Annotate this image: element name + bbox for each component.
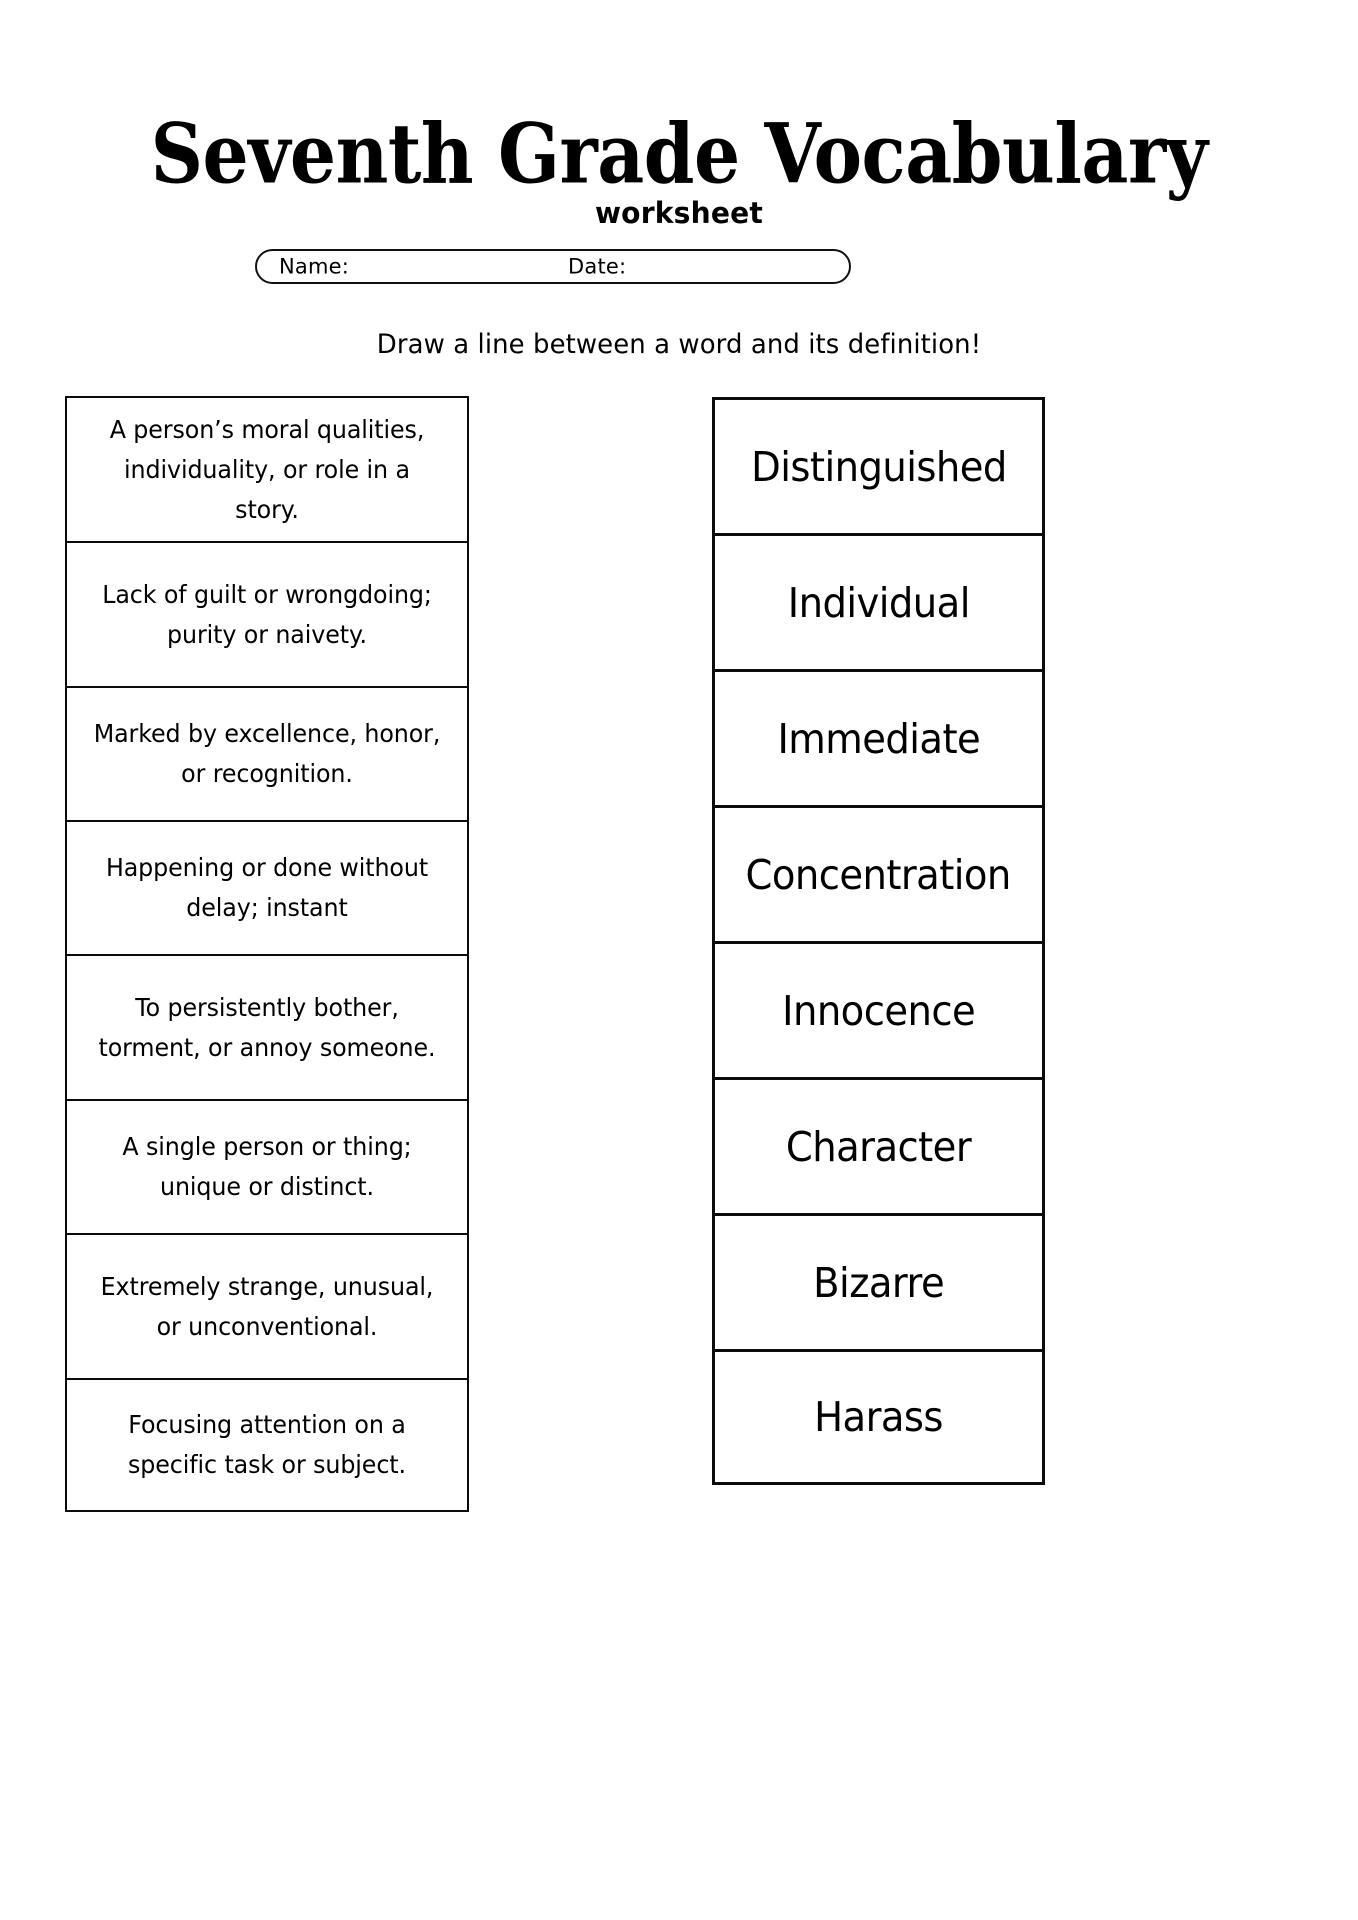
word-box[interactable]	[712, 397, 1045, 533]
word-text: Individual	[787, 578, 970, 627]
definition-text: Extremely strange, unusual, or unconventional.	[100, 1271, 434, 1341]
word-text: Innocence	[782, 986, 975, 1035]
name-date-bar	[255, 249, 851, 284]
definition-box[interactable]	[65, 686, 469, 820]
page-title: Seventh Grade Vocabulary	[150, 106, 1208, 203]
definition-text: Happening or done without delay; instant	[105, 853, 429, 922]
definition-text: A single person or thing; unique or distinct.	[122, 1132, 412, 1201]
word-box[interactable]	[712, 533, 1045, 669]
definition-box[interactable]	[65, 1378, 469, 1512]
word-box[interactable]	[712, 941, 1045, 1077]
word-text: Bizarre	[813, 1258, 944, 1307]
word-box[interactable]	[712, 1077, 1045, 1213]
word-text: Character	[785, 1122, 972, 1171]
page-subtitle: worksheet	[594, 196, 764, 230]
word-box[interactable]	[712, 1349, 1045, 1485]
definition-text: Marked by excellence, honor, or recognition.	[93, 719, 441, 788]
word-text: Concentration	[745, 850, 1012, 899]
name-field-label[interactable]: Name:	[279, 254, 350, 279]
words-column	[712, 397, 1045, 1485]
definition-box[interactable]	[65, 1233, 469, 1378]
definition-text: Focusing attention on a specific task or subject.	[128, 1410, 406, 1479]
word-text: Harass	[814, 1393, 943, 1441]
word-box[interactable]	[712, 805, 1045, 941]
definitions-column	[65, 396, 469, 1512]
word-box[interactable]	[712, 669, 1045, 805]
word-text: Distinguished	[750, 442, 1007, 491]
definition-box[interactable]	[65, 396, 469, 541]
definition-text: A person’s moral qualities, individuality, or role in a story.	[109, 414, 425, 524]
definition-box[interactable]	[65, 1099, 469, 1233]
word-box[interactable]	[712, 1213, 1045, 1349]
definition-text: Lack of guilt or wrongdoing; purity or naivety.	[102, 579, 432, 649]
definition-box[interactable]	[65, 954, 469, 1099]
definition-box[interactable]	[65, 541, 469, 686]
definition-text: To persistently bother, torment, or annoy someone.	[98, 992, 436, 1062]
word-text: Immediate	[777, 714, 980, 763]
instruction-text: Draw a line between a word and its definition!	[376, 329, 982, 360]
date-field-label[interactable]: Date:	[568, 254, 627, 279]
definition-box[interactable]	[65, 820, 469, 954]
